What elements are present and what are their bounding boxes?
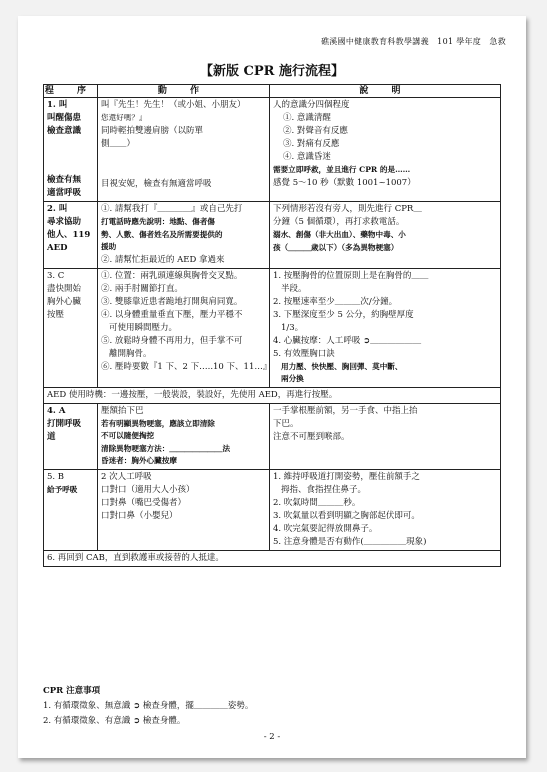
- action-cell: 2 次人工呼吸 口對口（適用大人小孩） 口對鼻（嘴巴受傷者） 口對口鼻（小嬰兒）: [98, 469, 270, 550]
- table-row: [44, 202, 501, 269]
- action-cell: 叫『先生！先生！（或小姐、小朋友） 您還好嗎？』 同時輕拍雙邊肩膀（以防單 側＿＿） 目視安妮，檢查有無適當呼吸: [98, 98, 270, 202]
- page-header: 礁溪國中健康教育科教學講義 101 學年度 急救: [320, 37, 506, 46]
- final-step-cell: 6. 再回到 CAB，直到救護車或接替的人抵達。: [44, 550, 501, 566]
- note-cell: 一手掌根壓前額，另一手食、中指上抬 下巴。 注意不可壓到喉部。: [270, 403, 501, 469]
- table-row: [44, 268, 501, 387]
- action-cell: ①. 位置：兩乳頭連線與胸骨交叉點。 ②. 兩手肘關節打直。 ③. 雙膝靠近患者跪地打開與肩同寬。 ④. 以身體重量垂直下壓，壓力平穩不 可使用瞬間壓力。 ⑤. 放鬆時身體不再用力，但手掌不可 離開胸骨。 ⑥. 壓時要數『1 下、2 下…..10 下、11…』: [98, 268, 270, 387]
- note-cell: 下列情形若沒有旁人，則先進行 CPR＿ 分鐘（5 個循環），再打求救電話。 溺水、創傷（非大出血）、藥物中毒、小 孩（＿＿＿歲以下）（多為異物梗塞）: [270, 202, 501, 269]
- step-cell: 5. B 給予呼吸: [44, 469, 98, 550]
- step-cell: 3. C 盡快開始 胸外心臟 按壓: [44, 268, 98, 387]
- note-cell: 人的意識分四個程度 ①. 意識清醒 ②. 對聲音有反應 ③. 對痛有反應 ④. 意識昏迷 需要立即呼救，並且進行 CPR 的是…… 感覺 5～10 秒（默數 1001~1007）: [270, 98, 501, 202]
- document-page: [18, 16, 526, 758]
- action-cell: ①. 請幫我打『＿＿＿＿』或自己先打 打電話時應先說明：地點、傷者傷 勢、人數、傷者姓名及所需要提供的 援助 ②. 請幫忙拒最近的 AED 拿過來: [98, 202, 270, 269]
- table-row: [44, 550, 501, 566]
- column-header: 程 序: [44, 86, 97, 96]
- table-row: [44, 469, 501, 550]
- cpr-notes: [43, 684, 501, 729]
- notes-item: 1. 有循環徵象、無意識 ➲ 檢查身體，擺＿＿＿＿姿勢。: [43, 701, 254, 711]
- aed-usage-cell: AED 使用時機：一邊按壓，一般裝設，裝設好，先使用 AED，再進行按壓。: [44, 387, 501, 403]
- step-cell: 1. 叫 叫醒傷患 檢查意識 檢查有無 適當呼吸: [44, 98, 98, 202]
- column-header: 動 作: [98, 85, 270, 98]
- table-row: [44, 387, 501, 403]
- step-cell: 4. A 打開呼吸 道: [44, 403, 98, 469]
- page-title: 【新版 CPR 施行流程】: [200, 64, 344, 79]
- table-row: [44, 98, 501, 202]
- page-number: - 2 -: [263, 732, 281, 742]
- table-row: [44, 403, 501, 469]
- note-cell: 1. 維持呼吸道打開姿勢，壓住前額手之 拇指、食指捏住鼻子。 2. 吹氣時間＿＿＿秒。 3. 吹氣量以看到明顯之胸部起伏即可。 4. 吹完氣要記得放開鼻子。 5. 注意身體是否有動作(＿＿＿＿＿現象): [270, 469, 501, 550]
- table-header-row: [44, 85, 501, 98]
- action-cell: 壓額抬下巴 若有明顯異物哽塞，應該立即清除 不可以隨便掏挖 清除異物哽塞方法：＿＿＿＿＿＿＿法 昏迷者：胸外心臟按摩: [98, 403, 270, 469]
- note-cell: 1. 按壓胸骨的位置原則上是在胸骨的＿＿ 半段。 2. 按壓速率至少＿＿＿次/分鐘。 3. 下壓深度至少 5 公分，約胸壁厚度 1/3。 4. 心臟按摩：人工呼吸 ➲＿＿＿＿＿＿ 5. 有效壓胸口訣 用力壓、快快壓、胸回彈、莫中斷、 兩分換: [270, 268, 501, 387]
- step-cell: 2. 叫 尋求協助 他人、119 AED: [44, 202, 98, 269]
- notes-item: 2. 有循環徵象、有意識 ➲ 檢查身體。: [43, 716, 186, 726]
- cpr-procedure-table: [43, 84, 501, 567]
- column-header: 說 明: [270, 85, 501, 98]
- notes-title: CPR 注意事項: [43, 686, 101, 696]
